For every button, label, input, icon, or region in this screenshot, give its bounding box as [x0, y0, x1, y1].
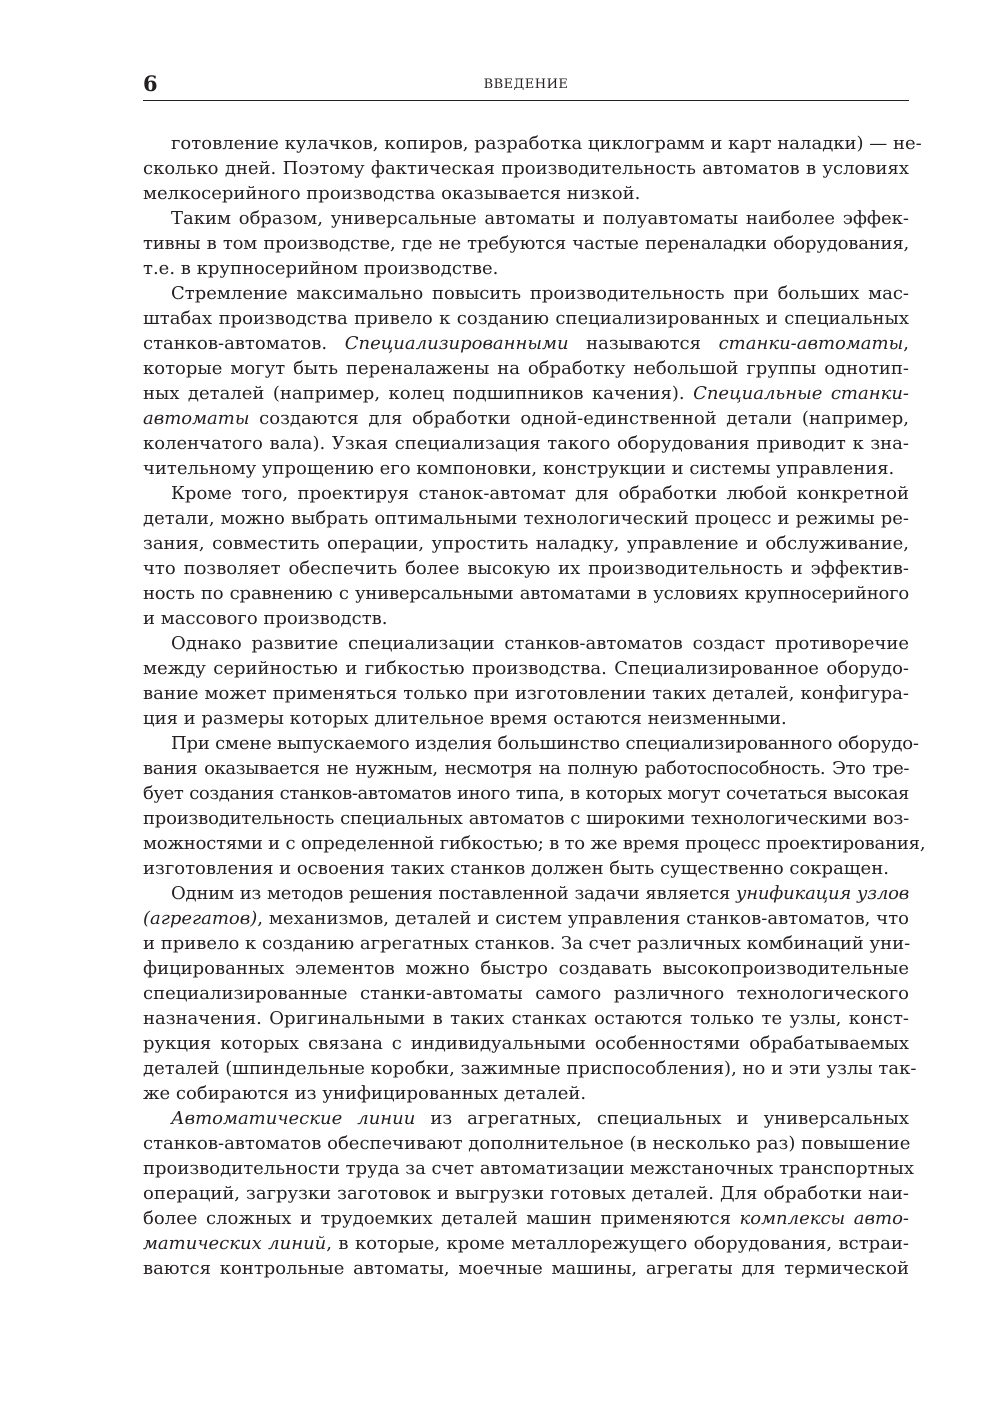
- text-run: назначения. Оригинальными в таких станках остаются только те узлы, конст-: [143, 1008, 909, 1029]
- text-line: [143, 931, 909, 956]
- text-line: [143, 1156, 915, 1181]
- text-run: ,: [903, 333, 909, 354]
- paragraph: [143, 631, 909, 731]
- paragraph: [143, 731, 926, 881]
- text-line: [143, 406, 909, 431]
- text-line: [143, 606, 909, 631]
- text-run: Одним из методов решения поставленной задачи является: [171, 883, 736, 904]
- text-run: ных деталей (например, колец подшипников качения).: [143, 383, 694, 404]
- text-run: можностями и с определенной гибкостью; в то же время процесс проектирования,: [143, 833, 926, 854]
- text-line: [143, 181, 909, 206]
- italic-term: Специальные станки-: [693, 383, 909, 404]
- text-line: [143, 681, 909, 706]
- text-line: [143, 831, 926, 856]
- text-run: детали, можно выбрать оптимальными технологический процесс и режимы ре-: [143, 508, 909, 529]
- text-run: вание может применяться только при изготовлении таких деталей, конфигура-: [143, 683, 909, 704]
- text-line: [143, 1131, 909, 1156]
- text-run: между серийностью и гибкостью производства. Специализированное оборудо-: [143, 658, 909, 679]
- text-line: [143, 581, 909, 606]
- text-line: [143, 1206, 909, 1231]
- text-run: и массового производств.: [143, 608, 388, 629]
- text-line: [143, 506, 909, 531]
- text-run: мелкосерийного производства оказывается низкой.: [143, 183, 641, 204]
- text-run: Кроме того, проектируя станок-автомат для обработки любой конкретной: [171, 483, 909, 504]
- text-run: т.е. в крупносерийном производстве.: [143, 258, 499, 279]
- paragraph: [143, 281, 909, 481]
- text-run: специализированные станки-автоматы самого различного технологического: [143, 983, 909, 1004]
- text-run: штабах производства привело к созданию специализированных и специальных: [143, 308, 909, 329]
- text-run: и привело к созданию агрегатных станков. За счет различных комбинаций уни-: [143, 933, 911, 954]
- text-line: [143, 1231, 909, 1256]
- text-run: же собираются из унифицированных деталей.: [143, 1083, 587, 1104]
- text-run: При смене выпускаемого изделия большинство специализированного оборудо-: [171, 733, 919, 754]
- body-text: [143, 131, 926, 1281]
- text-run: ция и размеры которых длительное время остаются неизменными.: [143, 708, 787, 729]
- text-line: [143, 331, 909, 356]
- text-run: , в которые, кроме металлорежущего оборудования, встраи-: [326, 1233, 909, 1254]
- text-run: производительности труда за счет автоматизации межстаночных транспортных: [143, 1158, 915, 1179]
- italic-term: матических линий: [143, 1233, 327, 1254]
- text-run: более сложных и трудоемких деталей машин применяются: [143, 1208, 740, 1229]
- text-line: [143, 706, 909, 731]
- italic-term: Специализированными: [344, 333, 569, 354]
- text-run: ваются контрольные автоматы, моечные машины, агрегаты для термической: [143, 1258, 909, 1279]
- text-run: производительность специальных автоматов с широкими технологическими воз-: [143, 808, 909, 829]
- text-line: [143, 531, 909, 556]
- text-line: [143, 1056, 917, 1081]
- text-run: станков-автоматов обеспечивают дополнительное (в несколько раз) повышение: [143, 1133, 911, 1154]
- page-number: 6: [143, 71, 158, 96]
- text-line: [143, 306, 909, 331]
- text-run: бует создания станков-автоматов иного типа, в которых могут сочетаться высокая: [143, 783, 909, 804]
- italic-term: комплексы авто-: [739, 1208, 910, 1229]
- paragraph: [143, 481, 909, 631]
- text-run: чительному упрощению его компоновки, конструкции и системы управления.: [143, 458, 895, 479]
- text-run: сколько дней. Поэтому фактическая производительность автоматов в условиях: [143, 158, 909, 179]
- text-line: [143, 856, 909, 881]
- text-line: [143, 206, 909, 231]
- text-run: , механизмов, деталей и систем управления станков-автоматов, что: [257, 908, 909, 929]
- text-run: операций, загрузки заготовок и выгрузки готовых деталей. Для обработки наи-: [143, 1183, 909, 1204]
- text-run: что позволяет обеспечить более высокую их производительность и эффектив-: [143, 558, 909, 579]
- text-run: деталей (шпиндельные коробки, зажимные приспособления), но и эти узлы так-: [143, 1058, 917, 1079]
- text-line: [143, 1256, 909, 1281]
- text-line: [143, 256, 909, 281]
- text-run: рукция которых связана с индивидуальными особенностями обрабатываемых: [143, 1033, 909, 1054]
- text-run: вания оказывается не нужным, несмотря на полную работоспособность. Это тре-: [143, 758, 909, 779]
- text-line: [143, 356, 909, 381]
- text-line: [143, 381, 909, 406]
- text-run: создаются для обработки одной-единственной детали (например,: [249, 408, 909, 429]
- text-line: [143, 231, 909, 256]
- italic-term: унификация узлов: [735, 883, 909, 904]
- text-run: Таким образом, универсальные автоматы и полуавтоматы наиболее эффек-: [171, 208, 909, 229]
- paragraph: [143, 131, 922, 206]
- text-line: [143, 656, 909, 681]
- text-run: станков-автоматов.: [143, 333, 345, 354]
- text-run: изготовления и освоения таких станков должен быть существенно сокращен.: [143, 858, 889, 879]
- text-line: [143, 456, 909, 481]
- text-line: [143, 1181, 909, 1206]
- text-line: [143, 131, 922, 156]
- italic-term: Автоматические линии: [171, 1108, 416, 1129]
- running-head-title: ВВЕДЕНИЕ: [483, 77, 569, 92]
- text-line: [143, 556, 909, 581]
- text-line: [143, 806, 909, 831]
- italic-term: (агрегатов): [143, 908, 258, 929]
- text-run: фицированных элементов можно быстро создавать высокопроизводительные: [143, 958, 909, 979]
- text-line: [143, 156, 909, 181]
- text-run: коленчатого вала). Узкая специализация такого оборудования приводит к зна-: [143, 433, 909, 454]
- text-run: называются: [568, 333, 719, 354]
- text-line: [143, 481, 909, 506]
- paragraph: [143, 881, 917, 1106]
- text-run: зания, совместить операции, упростить наладку, управление и обслуживание,: [143, 533, 909, 554]
- paragraph: [143, 1106, 915, 1281]
- text-line: [143, 1031, 909, 1056]
- text-line: [143, 981, 909, 1006]
- text-run: ность по сравнению с универсальными автоматами в условиях крупносерийного: [143, 583, 909, 604]
- text-line: [143, 1006, 909, 1031]
- text-run: готовление кулачков, копиров, разработка циклограмм и карт наладки) — не-: [171, 133, 922, 154]
- text-line: [143, 281, 909, 306]
- text-run: из агрегатных, специальных и универсальных: [415, 1108, 909, 1129]
- text-line: [143, 631, 909, 656]
- text-run: которые могут быть переналажены на обработку небольшой группы однотип-: [143, 358, 909, 379]
- running-header: [143, 70, 909, 101]
- italic-term: автоматы: [143, 408, 250, 429]
- text-line: [143, 431, 909, 456]
- text-line: [143, 781, 909, 806]
- text-run: Стремление максимально повысить производительность при больших мас-: [171, 283, 909, 304]
- text-line: [143, 1106, 909, 1131]
- text-run: тивны в том производстве, где не требуются частые переналадки оборудования,: [143, 233, 909, 254]
- paragraph: [143, 206, 909, 281]
- text-line: [143, 756, 909, 781]
- text-line: [143, 956, 909, 981]
- text-line: [143, 906, 909, 931]
- italic-term: станки-автоматы: [718, 333, 904, 354]
- text-line: [143, 881, 909, 906]
- text-line: [143, 1081, 909, 1106]
- text-run: Однако развитие специализации станков-автоматов создаст противоречие: [171, 633, 909, 654]
- text-line: [143, 731, 919, 756]
